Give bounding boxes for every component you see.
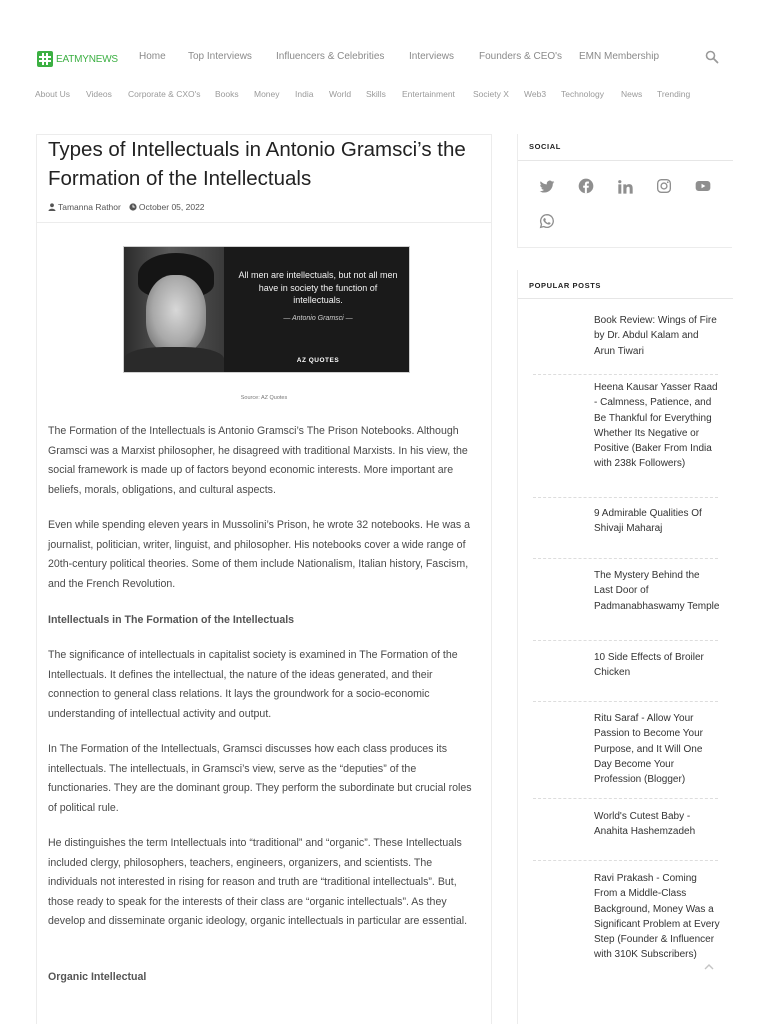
logo-text: EATMYNEWS xyxy=(56,53,118,65)
heading-rule xyxy=(518,298,733,299)
user-icon xyxy=(48,203,56,211)
cat-money[interactable]: Money xyxy=(254,89,280,99)
cat-news[interactable]: News xyxy=(621,89,643,99)
popular-post[interactable] xyxy=(533,798,718,858)
image-quote: All men are intellectuals, but not all men have in society the function of intellectuals. xyxy=(238,270,398,305)
article-date: October 05, 2022 xyxy=(138,202,205,212)
cat-entertainment[interactable]: Entertainment xyxy=(402,89,455,99)
linkedin-icon[interactable] xyxy=(617,179,633,195)
cat-about-us[interactable]: About Us xyxy=(35,89,70,99)
category-nav xyxy=(0,89,768,101)
article-meta xyxy=(48,202,205,212)
popular-post-title[interactable]: Book Review: Wings of Fire by Dr. Abdul Kalam and Arun Tiwari xyxy=(594,315,717,357)
instagram-icon[interactable] xyxy=(656,178,672,194)
heading-rule xyxy=(518,160,733,161)
nav-interviews[interactable]: Interviews xyxy=(409,51,455,62)
nav-top-interviews[interactable]: Top Interviews xyxy=(188,51,252,62)
popular-post-title[interactable]: 10 Side Effects of Broiler Chicken xyxy=(594,652,704,679)
clock-icon xyxy=(129,203,137,211)
popular-post[interactable] xyxy=(533,374,718,494)
nav-home[interactable]: Home xyxy=(139,51,166,62)
whatsapp-icon[interactable] xyxy=(539,213,555,229)
facebook-icon[interactable] xyxy=(578,178,594,194)
cat-skills[interactable]: Skills xyxy=(366,89,386,99)
image-quote-author: — Antonio Gramsci — xyxy=(283,315,353,322)
nav-founders-ceos[interactable]: Founders & CEO's xyxy=(479,51,563,62)
popular-post[interactable] xyxy=(533,860,718,980)
popular-post-title[interactable]: Ravi Prakash - Coming From a Middle-Class Background, Money Was a Significant Problem at Every Step (Founder & Influencer with 310K Subscribers) xyxy=(594,873,720,961)
article-title: Types of Intellectuals in Antonio Gramsci’s the Formation of the Intellectuals xyxy=(48,138,466,190)
popular-heading: POPULAR POSTS xyxy=(529,281,601,290)
hero-image[interactable] xyxy=(123,246,410,373)
popular-post[interactable] xyxy=(533,558,718,638)
nav-emn-membership[interactable]: EMN Membership xyxy=(579,51,660,62)
paragraph: In The Formation of the Intellectuals, Gramsci discusses how each class produces its intellectuals. The intellectuals, in Gramsci’s view, serve as the “deputies” of the functionaries. They are the dominant group. They perform the subordinate but crucial roles of political rule. xyxy=(48,743,472,814)
cat-technology[interactable]: Technology xyxy=(561,89,605,99)
image-caption: Source: AZ Quotes xyxy=(240,395,288,401)
cat-books[interactable]: Books xyxy=(215,89,239,99)
cat-world[interactable]: World xyxy=(329,89,352,99)
image-brand: AZ QUOTES xyxy=(296,357,340,364)
portrait-photo xyxy=(124,247,224,373)
cat-web3[interactable]: Web3 xyxy=(524,89,547,99)
popular-posts-widget xyxy=(517,270,732,1024)
section-heading: Organic Intellectual xyxy=(48,971,147,983)
popular-post-title[interactable]: The Mystery Behind the Last Door of Padmanabhaswamy Temple xyxy=(594,570,720,612)
nav-influencers-celebrities[interactable]: Influencers & Celebrities xyxy=(276,51,385,62)
popular-post-title[interactable]: Ritu Saraf - Allow Your Passion to Become Your Purpose, and It Will One Day Become Your Profession (Blogger) xyxy=(594,713,703,786)
popular-post[interactable] xyxy=(533,497,718,557)
popular-post[interactable] xyxy=(533,701,718,797)
cat-corporate-cxos[interactable]: Corporate & CXO's xyxy=(128,89,201,99)
article-author[interactable]: Tamanna Rathor xyxy=(58,202,121,212)
meta-divider xyxy=(37,222,491,223)
popular-post[interactable] xyxy=(533,313,718,373)
cat-videos[interactable]: Videos xyxy=(86,89,112,99)
popular-post-title[interactable]: World's Cutest Baby - Anahita Hashemzadeh xyxy=(594,811,696,838)
paragraph: He distinguishes the term Intellectuals into “traditional” and “organic”. These Intellectuals included clergy, philosophers, teachers, engineers, organizers, and scientists. The individuals not interested in rising for reason and truth are “traditional intellectuals”. But, those ready to speak for the interests of their class are “organic intellectuals”. As they develop and disseminate organic ideology, organic intellectuals in particular are essential. xyxy=(48,837,468,927)
social-widget xyxy=(517,134,732,248)
article xyxy=(36,134,492,1024)
paragraph: The significance of intellectuals in capitalist society is examined in The Formation of the Intellectuals. It defines the intellectual, the nature of the ideas generated, and their connection to general class relations. It lays the groundwork for a socio-economic understanding of intellectual activity and output. xyxy=(48,649,458,720)
main-nav xyxy=(0,51,768,65)
popular-post-title[interactable]: 9 Admirable Qualities Of Shivaji Maharaj xyxy=(594,508,702,535)
paragraph: The Formation of the Intellectuals is Antonio Gramsci’s The Prison Notebooks. Although Gramsci was a Marxist philosopher, he disagreed with traditional Marxists. In his view, the social framework is made up of factors beyond economic interests. More important are beliefs, morals, obligations, and cultural aspects. xyxy=(48,425,468,496)
search-icon[interactable] xyxy=(705,50,719,64)
cat-india[interactable]: India xyxy=(295,89,314,99)
paragraph: Even while spending eleven years in Mussolini’s Prison, he wrote 32 notebooks. He was a journalist, politician, writer, linguist, and philosopher. His notebooks cover a wide range of 20th-century political theories. Some of them include Nationalism, Italian history, Fascism, and the French Revolution. xyxy=(48,519,471,590)
social-heading: SOCIAL xyxy=(529,142,561,151)
popular-post[interactable] xyxy=(533,640,718,700)
cat-trending[interactable]: Trending xyxy=(657,89,691,99)
popular-post-title[interactable]: Heena Kausar Yasser Raad - Calmness, Patience, and Be Thankful for Everything Whether Its Negative or Positive (Baker From India with 238k Followers) xyxy=(594,382,718,470)
twitter-icon[interactable] xyxy=(539,179,555,195)
section-heading: Intellectuals in The Formation of the Intellectuals xyxy=(48,614,295,626)
chevron-up-icon[interactable] xyxy=(703,962,715,972)
youtube-icon[interactable] xyxy=(695,178,711,194)
cat-society-x[interactable]: Society X xyxy=(473,89,509,99)
